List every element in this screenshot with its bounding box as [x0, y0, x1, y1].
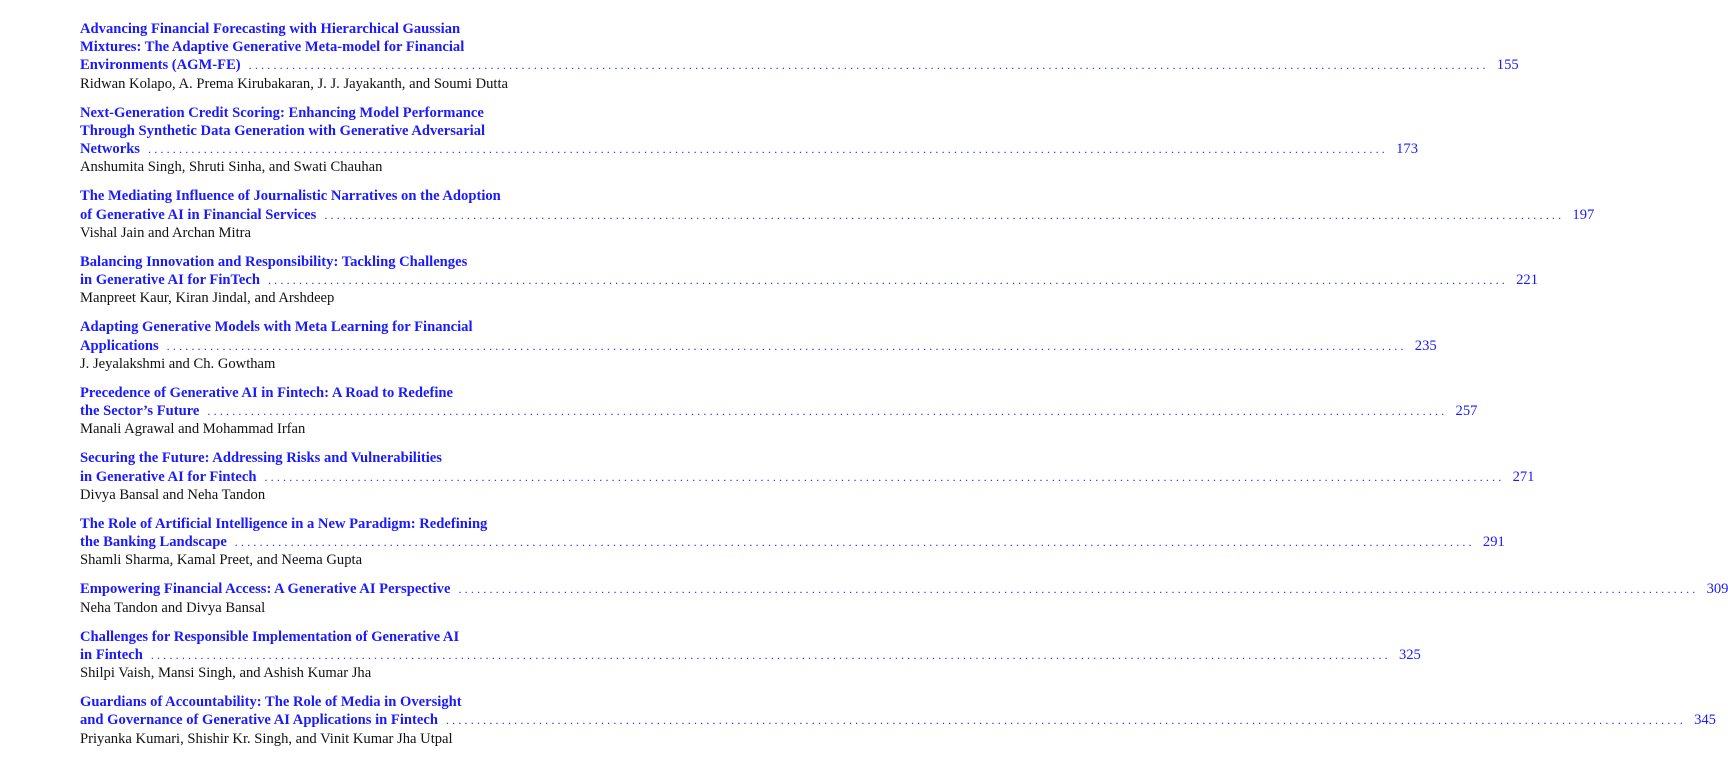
chapter-title[interactable]: Advancing Financial Forecasting with Hierarchical Gaussian	[80, 21, 461, 37]
toc-entry-title-line[interactable]	[80, 20, 588, 38]
chapter-authors: Neha Tandon and Divya Bansal	[80, 599, 266, 616]
chapter-authors: J. Jeyalakshmi and Ch. Gowtham	[80, 355, 276, 372]
page-number[interactable]: 221	[1516, 272, 1538, 289]
dot-leader: ........................................................................................................................................................................................................	[264, 469, 1505, 484]
page-number[interactable]: 155	[1496, 57, 1519, 74]
toc-entry-title-line[interactable]	[80, 253, 588, 271]
chapter-authors: Shamli Sharma, Kamal Preet, and Neema Gupta	[80, 552, 363, 569]
toc-entry-title-line[interactable]	[80, 56, 1519, 74]
page-number[interactable]: 309	[1706, 581, 1728, 598]
toc-entry-title-line[interactable]	[80, 646, 1421, 664]
chapter-title[interactable]: Adapting Generative Models with Meta Learning for Financial	[80, 319, 473, 336]
toc-entry-title-line[interactable]	[80, 318, 588, 336]
toc-entry-title-line[interactable]	[80, 693, 588, 711]
toc-entry-title-line[interactable]	[80, 206, 1595, 224]
toc-entry-title-line[interactable]	[80, 104, 588, 122]
dot-leader: ........................................................................................................................................................................................................	[207, 404, 1448, 419]
toc-entry[interactable]	[80, 187, 1595, 242]
toc-entry[interactable]	[80, 104, 1418, 177]
toc-entry-title-line[interactable]	[80, 402, 1478, 420]
page-number[interactable]: 345	[1694, 712, 1716, 729]
chapter-authors: Shilpi Vaish, Mansi Singh, and Ashish Kumar Jha	[80, 665, 372, 682]
chapter-title[interactable]: in Generative AI for Fintech	[80, 468, 257, 485]
chapter-authors: Manali Agrawal and Mohammad Irfan	[80, 421, 306, 438]
dot-leader: ........................................................................................................................................................................................................	[150, 647, 1391, 662]
chapter-title[interactable]: Through Synthetic Data Generation with Generative Adversarial	[80, 122, 486, 139]
chapter-title[interactable]: Securing the Future: Addressing Risks and Vulnerabilities	[80, 450, 442, 467]
chapter-title[interactable]: Balancing Innovation and Responsibility: Tackling Challenges	[80, 253, 468, 270]
chapter-title[interactable]: and Governance of Generative AI Applications in Fintech	[80, 712, 438, 729]
dot-leader: ........................................................................................................................................................................................................	[166, 338, 1407, 353]
chapter-title[interactable]: in Generative AI for FinTech	[80, 272, 260, 289]
toc-entry[interactable]	[80, 384, 1478, 439]
chapter-title[interactable]: of Generative AI in Financial Services	[80, 206, 317, 223]
chapter-title[interactable]: in Fintech	[80, 646, 143, 663]
toc-entry[interactable]	[80, 20, 1519, 93]
dot-leader: ........................................................................................................................................................................................................	[267, 273, 1508, 288]
page-number[interactable]: 235	[1414, 337, 1437, 354]
toc-entry-title-line[interactable]	[80, 515, 588, 533]
toc-entry-title-line[interactable]	[80, 384, 588, 402]
chapter-title[interactable]: Mixtures: The Adaptive Generative Meta-model for Financial	[80, 39, 465, 56]
toc-entry[interactable]	[80, 580, 1728, 617]
chapter-title[interactable]: Precedence of Generative AI in Fintech: A Road to Redefine	[80, 384, 454, 401]
dot-leader: ........................................................................................................................................................................................................	[248, 58, 1489, 73]
toc-entry-title-line[interactable]	[80, 271, 1538, 289]
dot-leader: ........................................................................................................................................................................................................	[148, 142, 1388, 157]
toc-entry-title-line[interactable]	[80, 468, 1535, 486]
dot-leader: ........................................................................................................................................................................................................	[234, 535, 1475, 550]
page-number[interactable]: 173	[1396, 141, 1418, 158]
dot-leader: ........................................................................................................................................................................................................	[458, 582, 1699, 597]
toc-entry-title-line[interactable]	[80, 449, 588, 467]
page-number[interactable]: 291	[1482, 534, 1505, 551]
chapter-title[interactable]: The Mediating Influence of Journalistic Narratives on the Adoption	[80, 188, 501, 205]
toc-entry[interactable]	[80, 449, 1535, 504]
toc-entry[interactable]	[80, 253, 1538, 308]
chapter-title[interactable]: Applications	[80, 337, 159, 354]
chapter-title[interactable]: Next-Generation Credit Scoring: Enhancing Model Performance	[80, 104, 484, 121]
chapter-title[interactable]: the Banking Landscape	[80, 534, 227, 551]
toc-entry[interactable]	[80, 515, 1505, 570]
toc-entry-title-line[interactable]	[80, 628, 588, 646]
toc-entry-title-line[interactable]	[80, 533, 1505, 551]
toc-entry-title-line[interactable]	[80, 38, 588, 56]
chapter-title[interactable]: The Role of Artificial Intelligence in a New Paradigm: Redefining	[80, 515, 488, 532]
toc-entry-title-line[interactable]	[80, 140, 1418, 158]
chapter-authors: Ridwan Kolapo, A. Prema Kirubakaran, J. J. Jayakanth, and Soumi Dutta	[80, 75, 509, 92]
table-of-contents	[80, 20, 1728, 759]
page-number[interactable]: 271	[1512, 468, 1535, 485]
dot-leader: ........................................................................................................................................................................................................	[445, 713, 1686, 728]
chapter-title[interactable]: Empowering Financial Access: A Generative AI Perspective	[80, 581, 451, 598]
page-number[interactable]: 257	[1455, 403, 1478, 420]
chapter-authors: Anshumita Singh, Shruti Sinha, and Swati Chauhan	[80, 159, 383, 176]
chapter-title[interactable]: Guardians of Accountability: The Role of Media in Oversight	[80, 694, 462, 711]
chapter-authors: Divya Bansal and Neha Tandon	[80, 486, 266, 503]
toc-entry-title-line[interactable]	[80, 580, 1728, 598]
page-number[interactable]: 325	[1398, 646, 1421, 663]
chapter-title[interactable]: Environments (AGM-FE)	[80, 57, 241, 74]
chapter-authors: Vishal Jain and Archan Mitra	[80, 224, 251, 241]
page-number[interactable]: 197	[1572, 206, 1595, 223]
toc-entry-title-line[interactable]	[80, 337, 1437, 355]
toc-entry-title-line[interactable]	[80, 187, 588, 205]
toc-entry-title-line[interactable]	[80, 122, 588, 140]
chapter-authors: Priyanka Kumari, Shishir Kr. Singh, and Vinit Kumar Jha Utpal	[80, 730, 453, 747]
chapter-title[interactable]: the Sector’s Future	[80, 403, 200, 420]
dot-leader: ........................................................................................................................................................................................................	[324, 207, 1565, 222]
chapter-title[interactable]: Networks	[80, 141, 140, 158]
toc-entry[interactable]	[80, 693, 1716, 748]
toc-entry[interactable]	[80, 318, 1437, 373]
chapter-authors: Manpreet Kaur, Kiran Jindal, and Arshdeep	[80, 290, 335, 307]
toc-entry[interactable]	[80, 628, 1421, 683]
chapter-title[interactable]: Challenges for Responsible Implementation of Generative AI	[80, 628, 460, 645]
toc-entry-title-line[interactable]	[80, 711, 1716, 729]
